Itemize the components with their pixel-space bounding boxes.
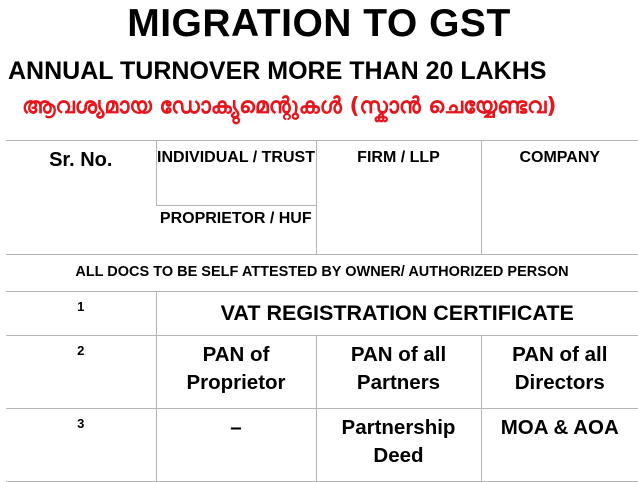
- row-number: 2: [6, 336, 156, 409]
- page-subtitle: ANNUAL TURNOVER MORE THAN 20 LAKHS: [8, 57, 547, 85]
- note-row: [6, 255, 638, 292]
- page-title: MIGRATION TO GST: [127, 2, 511, 45]
- row-3-company: MOA & AOA: [481, 409, 638, 482]
- attestation-note: ALL DOCS TO BE SELF ATTESTED BY OWNER/ AUTHORIZED PERSON: [6, 255, 638, 292]
- row-2-company: PAN of all Directors: [481, 336, 638, 409]
- row-2-individual: PAN of Proprietor: [156, 336, 316, 409]
- table-row: [6, 336, 638, 409]
- header-company: COMPANY: [481, 141, 638, 255]
- row-number: 3: [6, 409, 156, 482]
- header-sr-no: Sr. No.: [6, 141, 156, 255]
- header-row: [6, 141, 638, 206]
- header-firm: FIRM / LLP: [316, 141, 481, 255]
- row-3-individual: –: [156, 409, 316, 482]
- header-individual: INDIVIDUAL / TRUST: [156, 141, 316, 206]
- documents-table: [6, 140, 638, 482]
- header-proprietor: PROPRIETOR / HUF: [156, 206, 316, 255]
- table-row: [6, 409, 638, 482]
- row-2-firm: PAN of all Partners: [316, 336, 481, 409]
- malayalam-heading: ആവശ്യമായ ഡോക്യുമെന്റുകൾ (സ്കാൻ ചെയ്യേണ്ടവ): [22, 94, 557, 119]
- table-row: [6, 292, 638, 336]
- row-number: 1: [6, 292, 156, 336]
- row-1-document: VAT REGISTRATION CERTIFICATE: [156, 292, 638, 336]
- row-3-firm: Partnership Deed: [316, 409, 481, 482]
